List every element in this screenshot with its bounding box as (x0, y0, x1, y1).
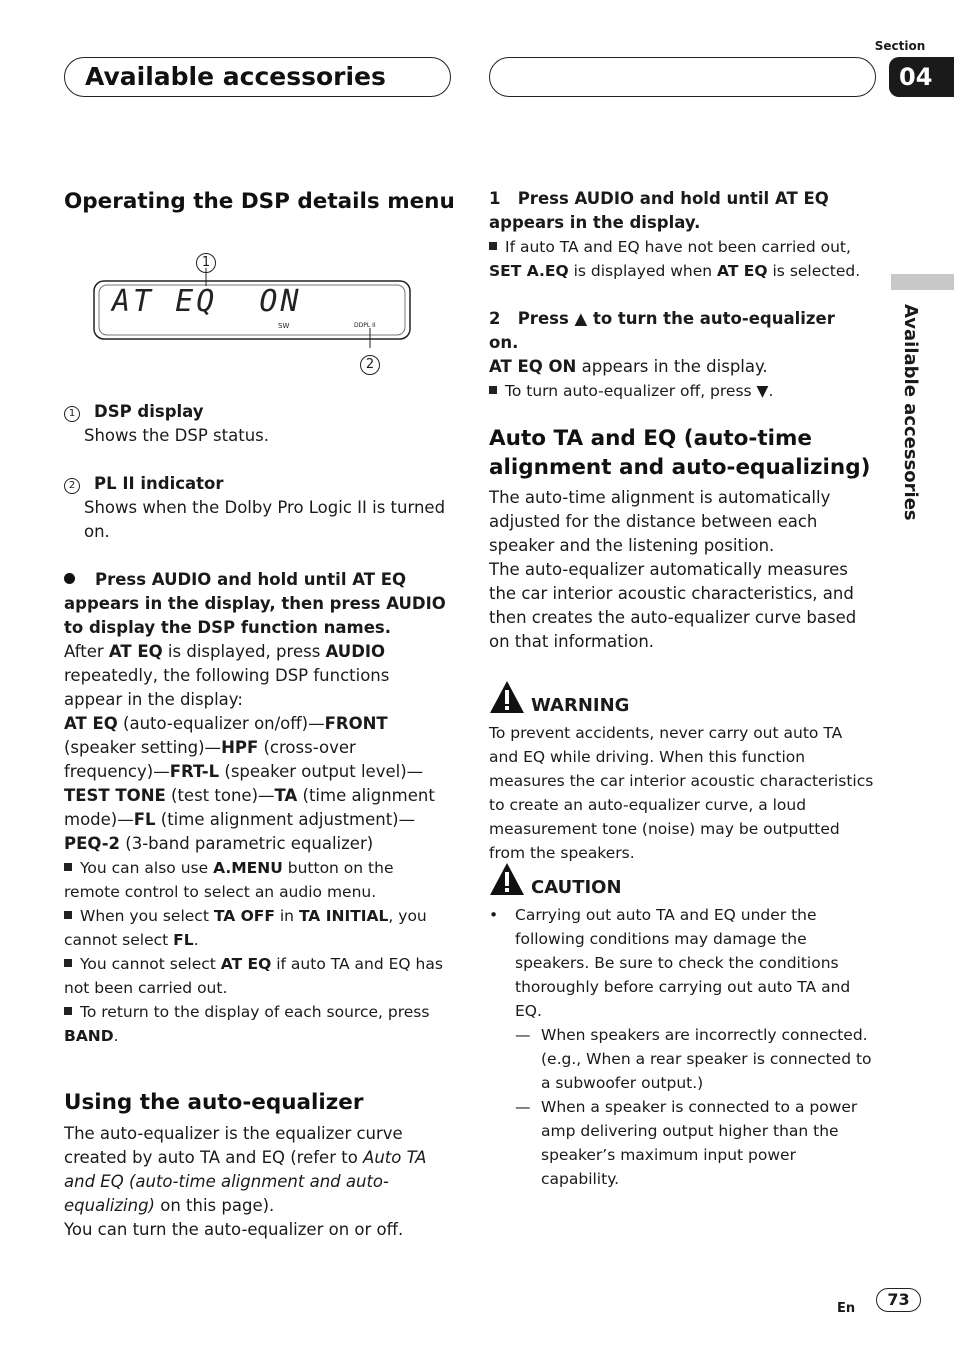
warning-icon (489, 680, 525, 721)
caution-dash-2: — When a speaker is connected to a power amp delivering output higher than the speaker’s maximum input power capability. (515, 1098, 858, 1188)
step-2-note: To turn auto-equalizer off, press ▼. (489, 379, 869, 403)
caution-icon (489, 862, 525, 903)
callout-1: 1 (196, 253, 216, 273)
step-press-audio: Press AUDIO and hold until AT EQ appears in the display, then press AUDIO to display the DSP function names. (64, 570, 446, 637)
item2-number: 2 (64, 478, 80, 494)
note-ta-off: When you select TA OFF in TA INITIAL, you cannot select FL. (64, 907, 427, 949)
auto-eq-onoff: You can turn the auto-equalizer on or off. (64, 1220, 404, 1239)
item2-title: PL II indicator (94, 474, 224, 493)
heading-using-auto-eq: Using the auto-equalizer (64, 1090, 364, 1115)
caution-heading: CAUTION (489, 862, 875, 903)
page-number: 73 (876, 1288, 921, 1312)
step-2: 2 Press ▲ to turn the auto-equalizer on. (489, 309, 841, 352)
auto-ta-para-1: The auto-time alignment is automatically adjusted for the distance between each speaker and the listening position. (489, 488, 831, 555)
note-at-eq: You cannot select AT EQ if auto TA and EQ has not been carried out. (64, 955, 443, 997)
warning-block (489, 680, 875, 865)
pl-ii-indicator: DDPL II (354, 322, 376, 329)
left-column-text (64, 400, 450, 1048)
item2-desc: Shows when the Dolby Pro Logic II is turned on. (84, 498, 446, 541)
section-number-badge: 04 (889, 57, 954, 97)
lcd-sw-indicator: SW (278, 322, 290, 330)
note-amenu: You can also use A.MENU button on the remote control to select an audio menu. (64, 859, 394, 901)
function-list: AT EQ (auto-equalizer on/off)—FRONT (speaker setting)—HPF (cross-over frequency)—FRT-L (speaker output level)—TEST TONE (test tone)—TA (time alignment mode)—FL (time alignment adjustment)—PEQ-2 (3-band parametric equalizer) (64, 714, 435, 853)
caution-dash-1: — When speakers are incorrectly connected. (e.g., When a rear speaker is connected to a subwoofer output.) (515, 1026, 872, 1092)
side-tab-label: Available accessories (900, 304, 921, 521)
section-label: Section (874, 39, 926, 53)
dsp-display-figure (92, 248, 412, 372)
bullet-dot (64, 573, 75, 584)
step-1-note: If auto TA and EQ have not been carried out, SET A.EQ is displayed when AT EQ is selected. (489, 238, 861, 280)
item1-title: DSP display (94, 402, 204, 421)
side-tab-marker (891, 274, 954, 290)
item1-desc: Shows the DSP status. (84, 426, 270, 445)
heading-auto-ta-eq: Auto TA and EQ (auto-time alignment and auto-equalizing) (489, 426, 871, 480)
footer-language: En (837, 1301, 856, 1316)
auto-ta-para-2: The auto-equalizer automatically measures the car interior acoustic characteristics, and then creates the auto-equalizer curve based on that information. (489, 560, 857, 651)
warning-heading: WARNING (489, 680, 875, 721)
auto-eq-paragraph: The auto-equalizer is the equalizer curve created by auto TA and EQ (refer to Auto TA and EQ (auto-time alignment and auto-equalizing) on this page). (64, 1124, 427, 1215)
auto-eq-text (64, 1122, 444, 1242)
heading-dsp-menu: Operating the DSP details menu (64, 189, 455, 214)
page-title: Available accessories (85, 62, 386, 91)
right-steps (489, 187, 869, 403)
step-1: 1 Press AUDIO and hold until AT EQ appears in the display. (489, 189, 835, 232)
header-title-pill (64, 57, 451, 97)
after-paragraph: After AT EQ is displayed, press AUDIO repeatedly, the following DSP functions appear in the display: (64, 642, 390, 709)
caution-block (489, 862, 875, 1191)
callout-2: 2 (360, 355, 380, 375)
header-empty-pill (489, 57, 876, 97)
step-2-result: AT EQ ON appears in the display. (489, 357, 768, 376)
lcd-main-text: AT EQ ON (112, 284, 302, 319)
note-band: To return to the display of each source, press BAND. (64, 1003, 430, 1045)
caution-bullet: • Carrying out auto TA and EQ under the following conditions may damage the speakers. Be sure to check the conditions thoroughly before carrying out auto TA and EQ. (489, 906, 851, 1020)
item1-number: 1 (64, 406, 80, 422)
warning-text: To prevent accidents, never carry out auto TA and EQ while driving. When this function measures the car interior acoustic characteristics to create an auto-equalizer curve, a loud measurement tone (noise) may be outputted from the speakers. (489, 724, 874, 862)
auto-ta-text (489, 486, 873, 654)
